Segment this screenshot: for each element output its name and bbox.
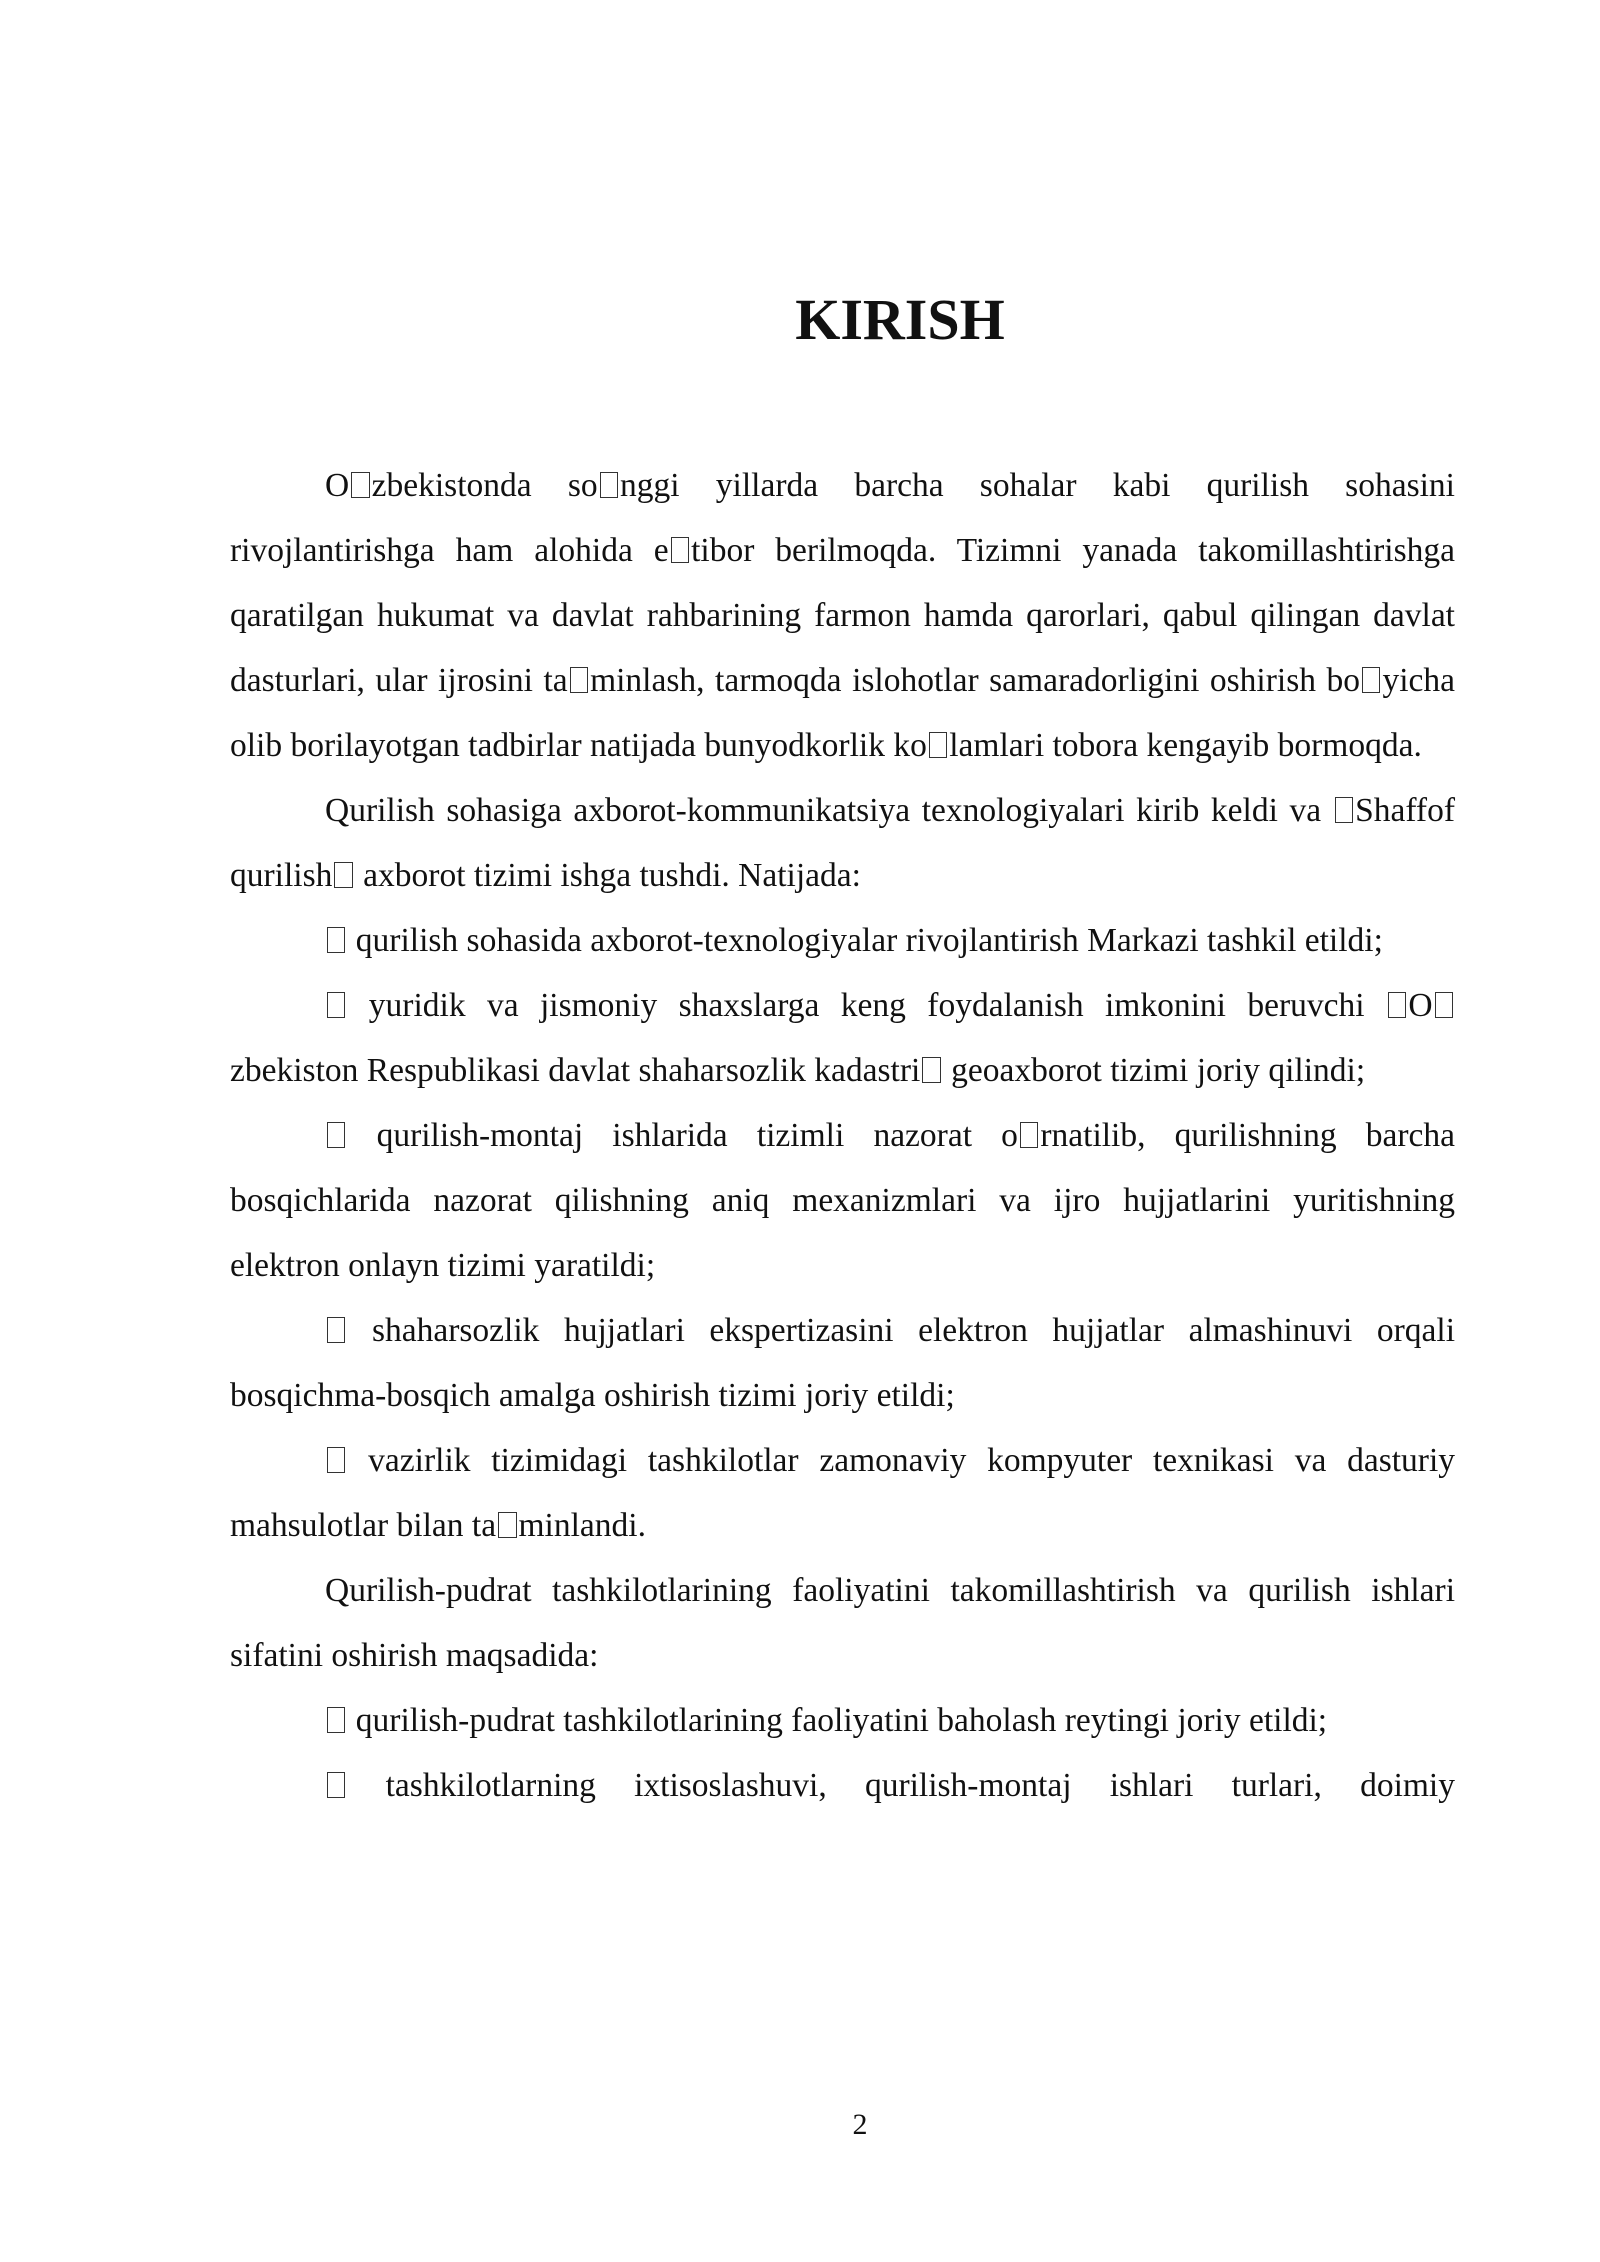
missing-glyph-icon — [334, 862, 352, 888]
missing-glyph-icon — [1435, 992, 1453, 1018]
paragraph-intro: O zbekistonda so nggi yillarda barcha sohalar kabi qurilish sohasini rivojlantirishga ham alohida e tibor berilmoqda. Tizimni yanada takomillashtirishga qaratilgan hukumat va davlat rahbarining farmon hamda qarorlari, qabul qilingan davlat dasturlari, ular ijrosini ta minlash, tarmoqda islohotlar samaradorligini oshirish bo yicha olib borilayotgan tadbirlar natijada bunyodkorlik ko lamlari tobora kengayib bormoqda. — [230, 467, 1455, 764]
list-item-rating: qurilish-pudrat tashkilotlarining faoliyatini baholash reytingi joriy etildi; — [230, 1688, 1455, 1753]
missing-glyph-icon — [327, 992, 345, 1018]
missing-glyph-icon — [327, 1707, 345, 1733]
missing-glyph-icon — [327, 1122, 345, 1148]
missing-glyph-icon — [1020, 1122, 1038, 1148]
missing-glyph-icon — [351, 472, 369, 498]
paragraph-ict: Qurilish sohasiga axborot-kommunikatsiya texnologiyalari kirib keldi va Shaffof qurilish axborot tizimi ishga tushdi. Natijada: — [230, 792, 1455, 894]
page-title: KIRISH — [795, 287, 1005, 352]
missing-glyph-icon — [327, 927, 345, 953]
missing-glyph-icon — [570, 667, 588, 693]
list-item-equipment: vazirlik tizimidagi tashkilotlar zamonaviy kompyuter texnikasi va dasturiy mahsulotlar bilan ta minlandi. — [230, 1442, 1455, 1544]
missing-glyph-icon — [498, 1512, 516, 1538]
missing-glyph-icon — [600, 472, 618, 498]
list-item-cadastre: yuridik va jismoniy shaxslarga keng foydalanish imkonini beruvchi Ozbekiston Respublikasi davlat shaharsozlik kadastri geoaxborot tizimi joriy qilindi; — [230, 973, 1455, 1103]
list-item-expertise: shaharsozlik hujjatlari ekspertizasini elektron hujjatlar almashinuvi orqali bosqichma-bosqich amalga oshirish tizimi joriy etildi; — [230, 1312, 1455, 1414]
body-text — [230, 453, 1455, 1818]
missing-glyph-icon — [1388, 992, 1406, 1018]
page-number: 2 — [852, 2108, 868, 2141]
list-item-it-center: qurilish sohasida axborot-texnologiyalar rivojlantirish Markazi tashkil etildi; — [230, 908, 1455, 973]
list-item-control: qurilish-montaj ishlarida tizimli nazorat o rnatilib, qurilishning barcha bosqichlarida nazorat qilishning aniq mexanizmlari va ijro hujjatlarini yuritishning elektron onlayn tizimi yaratildi; — [230, 1117, 1455, 1284]
missing-glyph-icon — [327, 1447, 345, 1473]
missing-glyph-icon — [671, 537, 689, 563]
missing-glyph-icon — [327, 1317, 345, 1343]
list-item-specialization: tashkilotlarning ixtisoslashuvi, qurilish-montaj ishlari turlari, doimiy — [230, 1753, 1455, 1818]
paragraph-contractors: Qurilish-pudrat tashkilotlarining faoliyatini takomillashtirish va qurilish ishlari sifatini oshirish maqsadida: — [230, 1572, 1455, 1674]
missing-glyph-icon — [929, 732, 947, 758]
missing-glyph-icon — [922, 1057, 940, 1083]
missing-glyph-icon — [1362, 667, 1380, 693]
missing-glyph-icon — [327, 1772, 345, 1798]
missing-glyph-icon — [1335, 797, 1353, 823]
